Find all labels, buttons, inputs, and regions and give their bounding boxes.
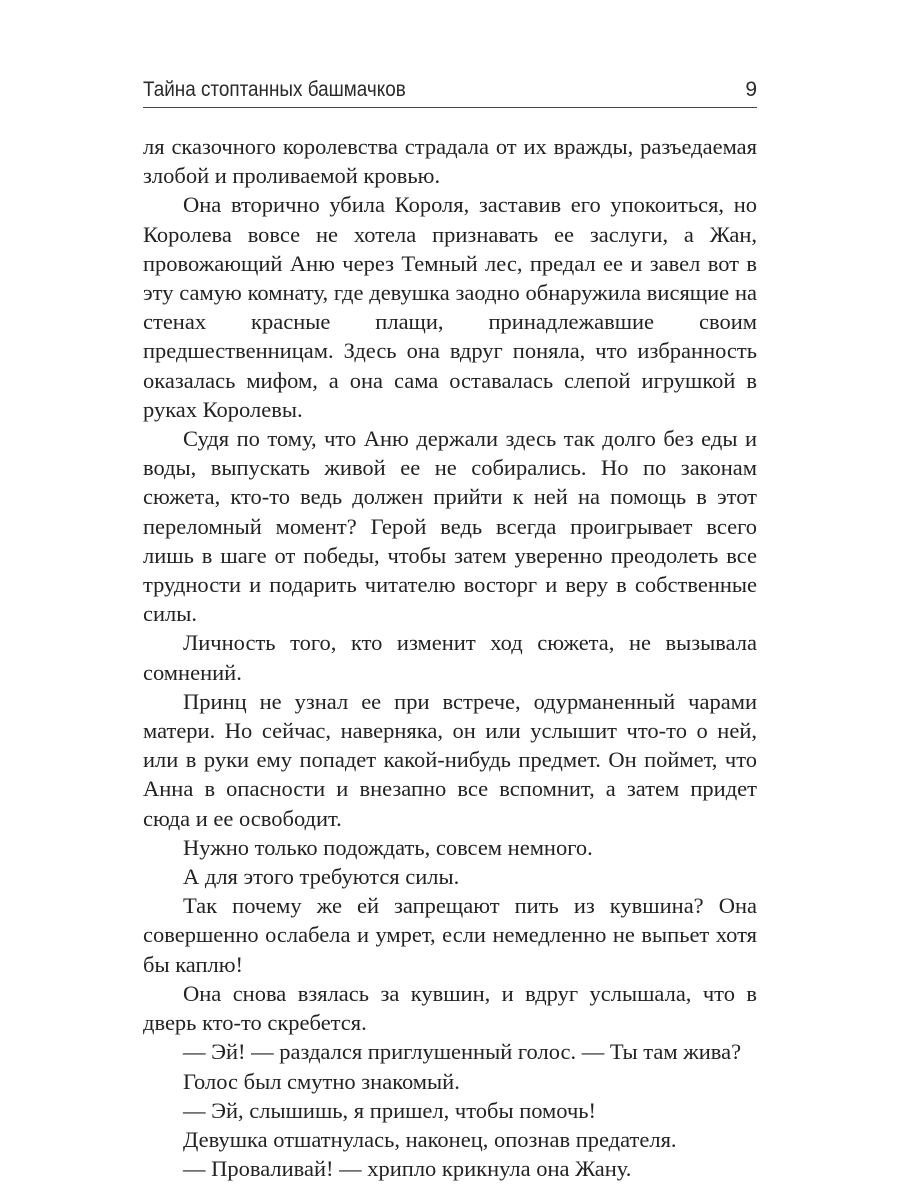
- header-rule: [143, 107, 757, 108]
- paragraph: А для этого требуются силы.: [183, 864, 460, 890]
- paragraph: Личность того, кто изменит ход сюжета, не вызывала сомнений.: [143, 630, 757, 685]
- page-number: 9: [745, 78, 757, 101]
- paragraph: Голос был смутно знакомый.: [183, 1068, 460, 1094]
- paragraph: Судя по тому, что Аню держали здесь так долго без еды и воды, выпускать живой ее не собирались. Но по законам сюжета, кто-то ведь должен прийти к ней на помощь в этот переломный момент? Герой ведь всегда проигрывает всего лишь в шаге от победы, чтобы затем уверенно преодолеть все трудности и подарить читателю восторг и веру в собственные силы.: [143, 426, 757, 627]
- dialogue-line: — Проваливай! — хрипло крикнула она Жану.: [183, 1156, 632, 1182]
- dialogue-line: — Эй! — раздался приглушенный голос. — Ты там жива?: [183, 1039, 742, 1065]
- paragraph: Принц не узнал ее при встрече, одурманенный чарами матери. Но сейчас, наверняка, он или услышит что-то о ней, или в руки ему попадет какой-нибудь предмет. Он поймет, что Анна в опасности и внезапно все вспомнит, а затем придет сюда и ее освободит.: [143, 688, 757, 831]
- paragraph: Так почему же ей запрещают пить из кувшина? Она совершенно ослабела и умрет, если немедленно не выпьет хотя бы каплю!: [143, 893, 757, 977]
- paragraph: Девушка отшатнулась, наконец, опознав предателя.: [183, 1126, 677, 1152]
- paragraph: ля сказочного королевства страдала от их вражды, разъедаемая злобой и проливаемой кровью.: [143, 134, 757, 189]
- running-header: [143, 76, 757, 106]
- dialogue-line: — Эй, слышишь, я пришел, чтобы помочь!: [183, 1097, 597, 1123]
- book-title: Тайна стоптанных башмачков: [143, 78, 406, 101]
- paragraph: Нужно только подождать, совсем немного.: [183, 834, 593, 860]
- body-text: [143, 132, 757, 1183]
- paragraph: Она вторично убила Короля, заставив его упокоиться, но Королева вовсе не хотела признавать ее заслуги, а Жан, провожающий Аню через Темный лес, предал ее и завел вот в эту самую комнату, где девушка заодно обнаружила висящие на стенах красные плащи, принадлежавшие своим предшественницам. Здесь она вдруг поняла, что избранность оказалась мифом, а она сама оставалась слепой игрушкой в руках Королевы.: [143, 192, 757, 422]
- paragraph: Она снова взялась за кувшин, и вдруг услышала, что в дверь кто-то скребется.: [143, 980, 757, 1036]
